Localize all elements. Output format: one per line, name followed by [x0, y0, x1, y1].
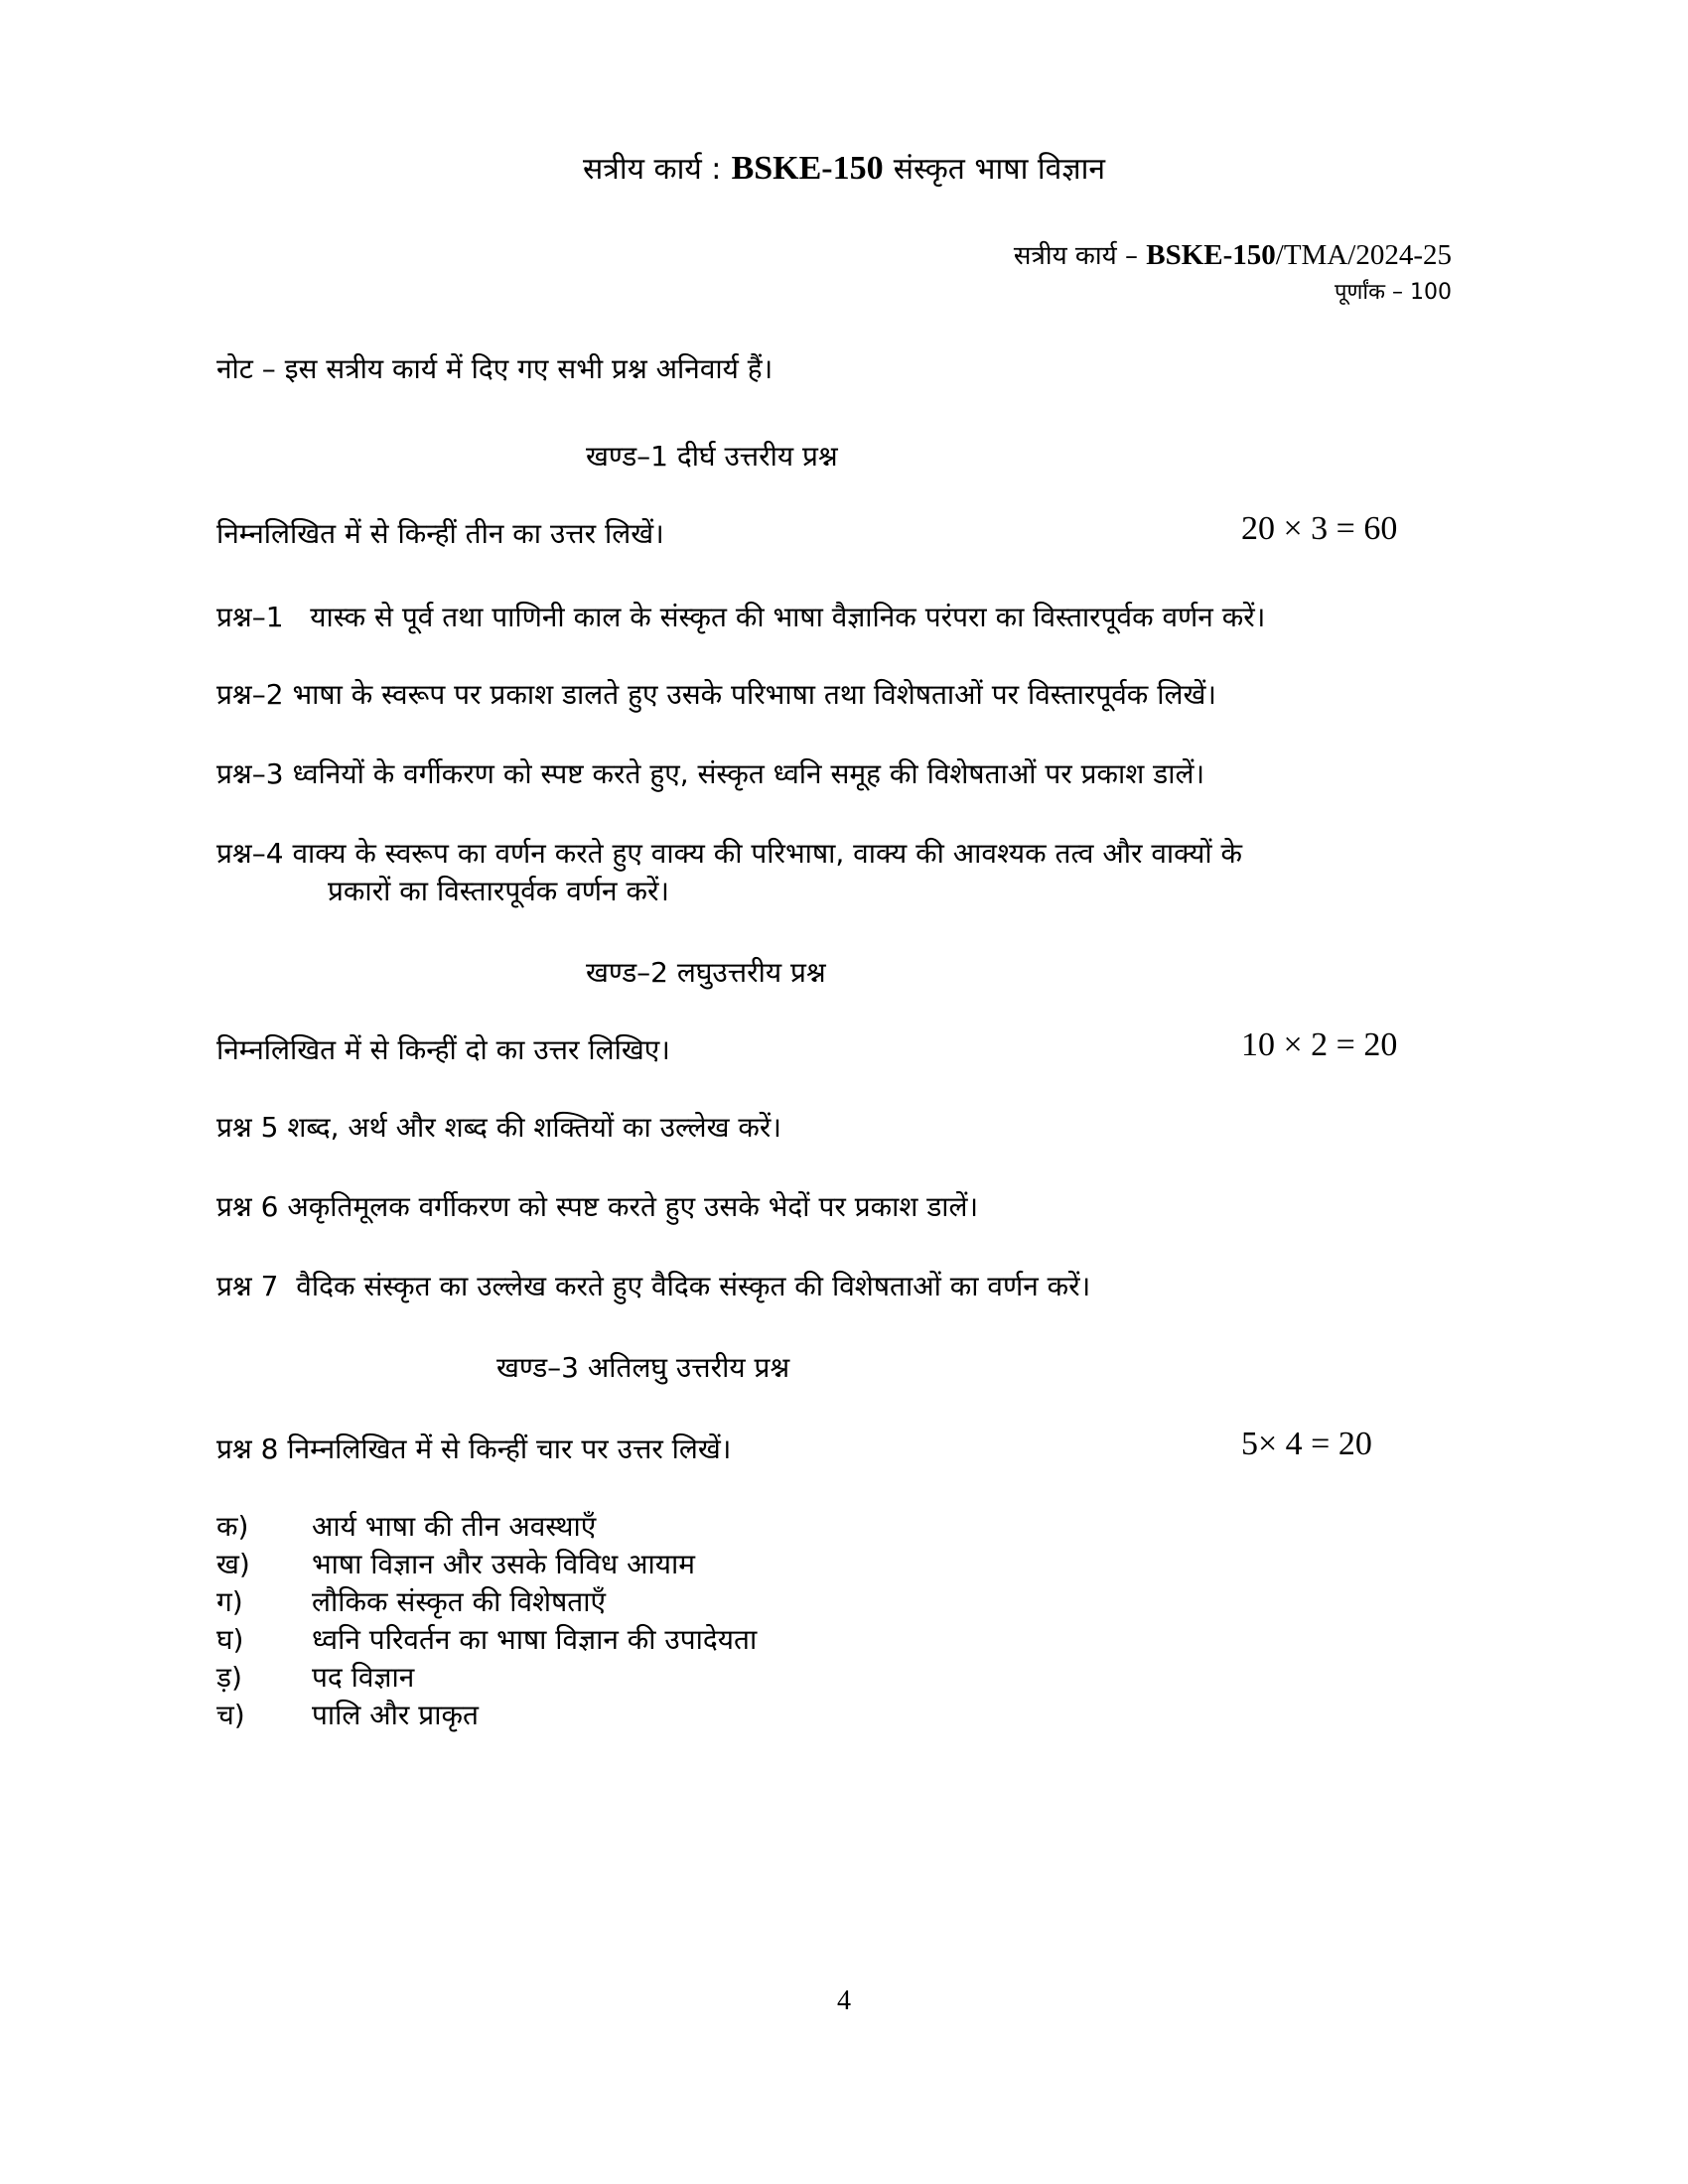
question-number: प्रश्न–2: [216, 678, 284, 711]
list-item-letter: ड़): [216, 1661, 242, 1694]
question-3: [216, 754, 1204, 792]
list-item-letter: ख): [216, 1548, 250, 1580]
question-4: [216, 834, 1242, 872]
question-7: [216, 1267, 1090, 1304]
list-item: [216, 1698, 479, 1733]
question-5: [216, 1108, 781, 1146]
question-number: प्रश्न 7: [216, 1270, 279, 1302]
full-marks: पूर्णांक – 100: [1335, 280, 1452, 305]
question-number: प्रश्न–3: [216, 757, 284, 790]
section-2-heading: खण्ड–2 लघुउत्तरीय प्रश्न: [586, 956, 826, 989]
question-4-continuation: प्रकारों का विस्तारपूर्वक वर्णन करें।: [328, 875, 670, 907]
section-3-marks: 5× 4 = 20: [1241, 1426, 1372, 1462]
list-item: [216, 1584, 606, 1620]
list-item-text: आर्य भाषा की तीन अवस्थाएँ: [312, 1510, 597, 1543]
list-item: [216, 1547, 695, 1582]
assignment-reference-code: BSKE-150: [1146, 239, 1276, 271]
question-1: [216, 598, 1265, 635]
list-item-text: पद विज्ञान: [312, 1661, 415, 1694]
section-2-instruction: निम्नलिखित में से किन्हीं दो का उत्तर लिखिए।: [216, 1033, 670, 1066]
section-3-instruction: प्रश्न 8 निम्नलिखित में से किन्हीं चार पर उत्तर लिखें।: [216, 1433, 732, 1465]
page-title: [0, 147, 1688, 188]
course-code: BSKE-150: [731, 150, 884, 187]
assignment-reference: [1014, 236, 1452, 272]
section-1-heading: खण्ड–1 दीर्घ उत्तरीय प्रश्न: [586, 440, 838, 473]
question-number: प्रश्न 5: [216, 1111, 279, 1144]
list-item-letter: घ): [216, 1623, 244, 1656]
list-item-text: लौकिक संस्कृत की विशेषताएँ: [312, 1585, 606, 1618]
section-3-heading: खण्ड–3 अतिलघु उत्तरीय प्रश्न: [496, 1351, 790, 1384]
list-item-text: भाषा विज्ञान और उसके विविध आयाम: [312, 1548, 696, 1580]
question-2: [216, 675, 1216, 713]
course-name: संस्कृत भाषा विज्ञान: [893, 152, 1106, 187]
list-item-text: ध्वनि परिवर्तन का भाषा विज्ञान की उपादेयता: [312, 1623, 758, 1656]
question-text: वाक्य के स्वरूप का वर्णन करते हुए वाक्य की परिभाषा, वाक्य की आवश्यक तत्व और वाक्यों के: [292, 837, 1243, 870]
note: नोट – इस सत्रीय कार्य में दिए गए सभी प्रश्न अनिवार्य हैं।: [216, 352, 774, 385]
list-item: [216, 1660, 414, 1696]
question-text: वैदिक संस्कृत का उल्लेख करते हुए वैदिक संस्कृत की विशेषताओं का वर्णन करें।: [296, 1270, 1091, 1302]
page-number: 4: [837, 1985, 851, 2016]
section-1-marks: 20 × 3 = 60: [1241, 510, 1398, 547]
section-2-marks: 10 × 2 = 20: [1241, 1026, 1398, 1063]
list-item: [216, 1622, 757, 1658]
question-number: प्रश्न–1: [216, 601, 284, 633]
list-item-letter: ग): [216, 1585, 243, 1618]
section-1-instruction: निम्नलिखित में से किन्हीं तीन का उत्तर लिखें।: [216, 517, 664, 550]
title-prefix: सत्रीय कार्य :: [582, 152, 722, 187]
question-number: प्रश्न–4: [216, 837, 284, 870]
assignment-reference-prefix: सत्रीय कार्य –: [1013, 241, 1138, 271]
question-text: शब्द, अर्थ और शब्द की शक्तियों का उल्लेख करें।: [287, 1111, 782, 1144]
question-6: [216, 1187, 978, 1225]
question-text: यास्क से पूर्व तथा पाणिनी काल के संस्कृत की भाषा वैज्ञानिक परंपरा का विस्तारपूर्वक वर्णन करें।: [310, 601, 1266, 633]
list-item-text: पालि और प्राकृत: [312, 1699, 479, 1731]
question-text: भाषा के स्वरूप पर प्रकाश डालते हुए उसके परिभाषा तथा विशेषताओं पर विस्तारपूर्वक लिखें।: [292, 678, 1216, 711]
list-item: [216, 1509, 596, 1545]
question-number: प्रश्न 6: [216, 1190, 279, 1223]
list-item-letter: च): [216, 1699, 245, 1731]
list-item-letter: क): [216, 1510, 249, 1543]
question-text: अकृतिमूलक वर्गीकरण को स्पष्ट करते हुए उसके भेदों पर प्रकाश डालें।: [287, 1190, 979, 1223]
assignment-reference-tail: /TMA/2024-25: [1275, 239, 1452, 271]
question-text: ध्वनियों के वर्गीकरण को स्पष्ट करते हुए, संस्कृत ध्वनि समूह की विशेषताओं पर प्रकाश डालें।: [292, 757, 1205, 790]
